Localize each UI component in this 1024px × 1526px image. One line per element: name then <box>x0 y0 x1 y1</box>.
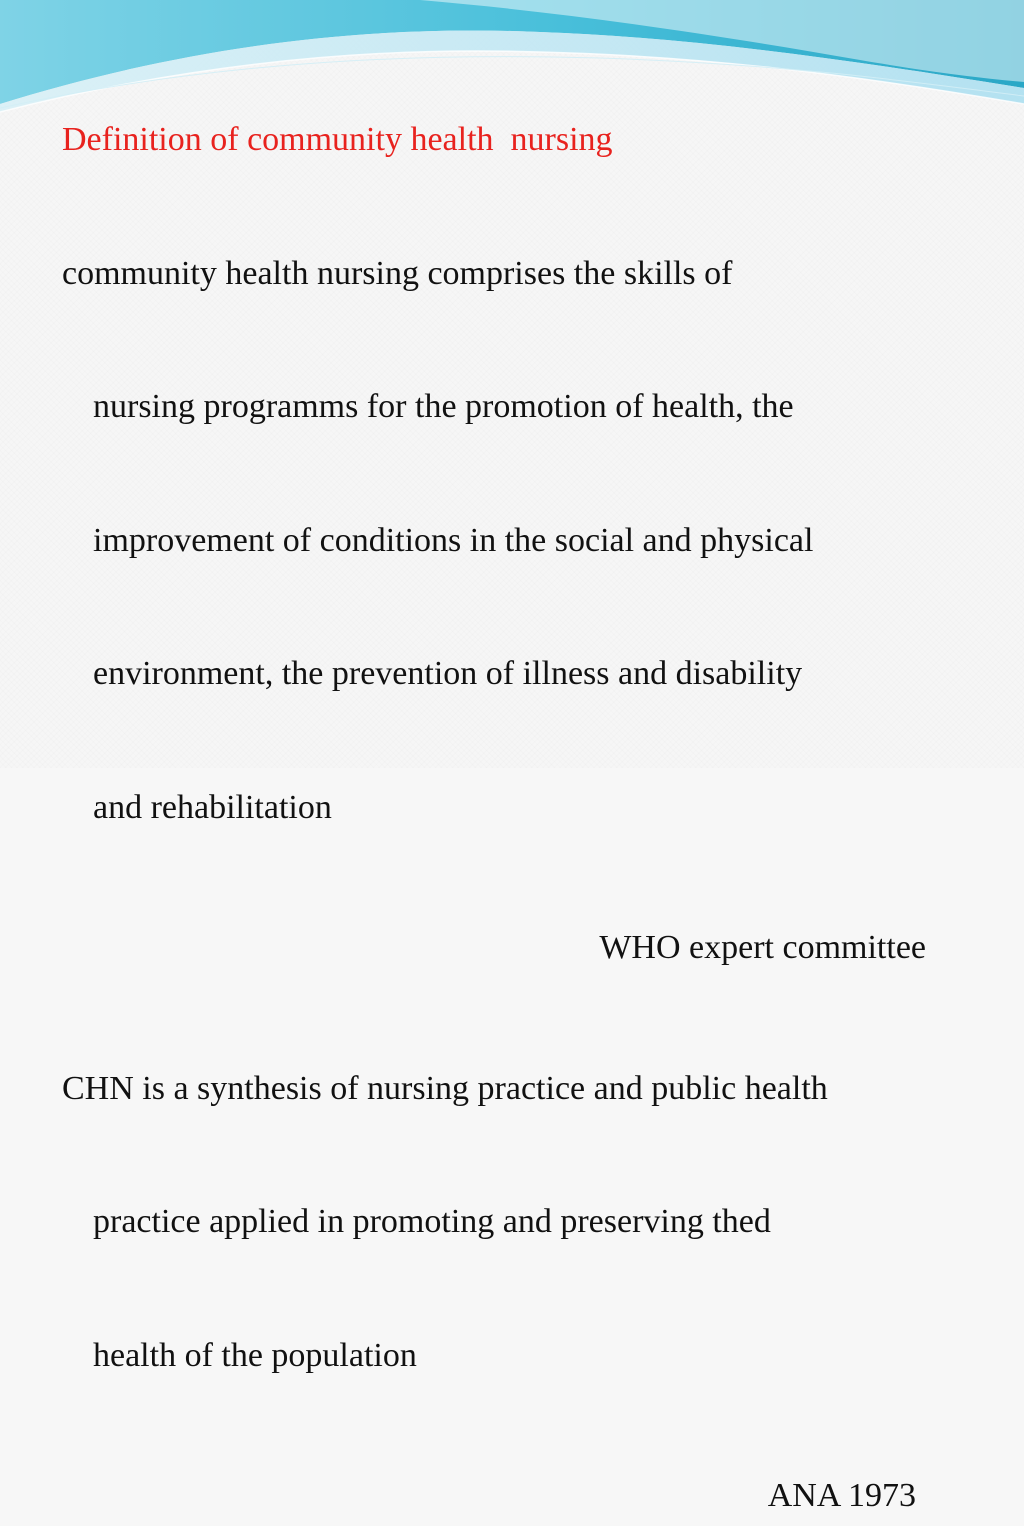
source-ana: ANA 1973 <box>767 1477 916 1514</box>
definition-ana-line-3: health of the population <box>93 1336 417 1374</box>
definition-who <box>62 163 962 920</box>
definition-who-line-5: and rehabilitation <box>93 788 332 826</box>
header-wave-decoration <box>0 0 1024 130</box>
definition-who-line-1: community health nursing comprises the skills of <box>62 254 733 292</box>
definition-ana-line-2: practice applied in promoting and preserving thed <box>93 1203 771 1240</box>
definition-who-line-3: improvement of conditions in the social and physical <box>93 521 814 559</box>
definition-ana-line-1: CHN is a synthesis of nursing practice and public health <box>62 1069 828 1107</box>
slide-content <box>62 118 962 1526</box>
slide-title: Definition of community health nursing <box>62 121 613 158</box>
definition-who-line-4: environment, the prevention of illness and disability <box>93 655 803 692</box>
definition-ana <box>62 978 962 1468</box>
source-who: WHO expert committee <box>599 929 926 966</box>
definition-who-line-2: nursing programms for the promotion of health, the <box>93 388 794 425</box>
